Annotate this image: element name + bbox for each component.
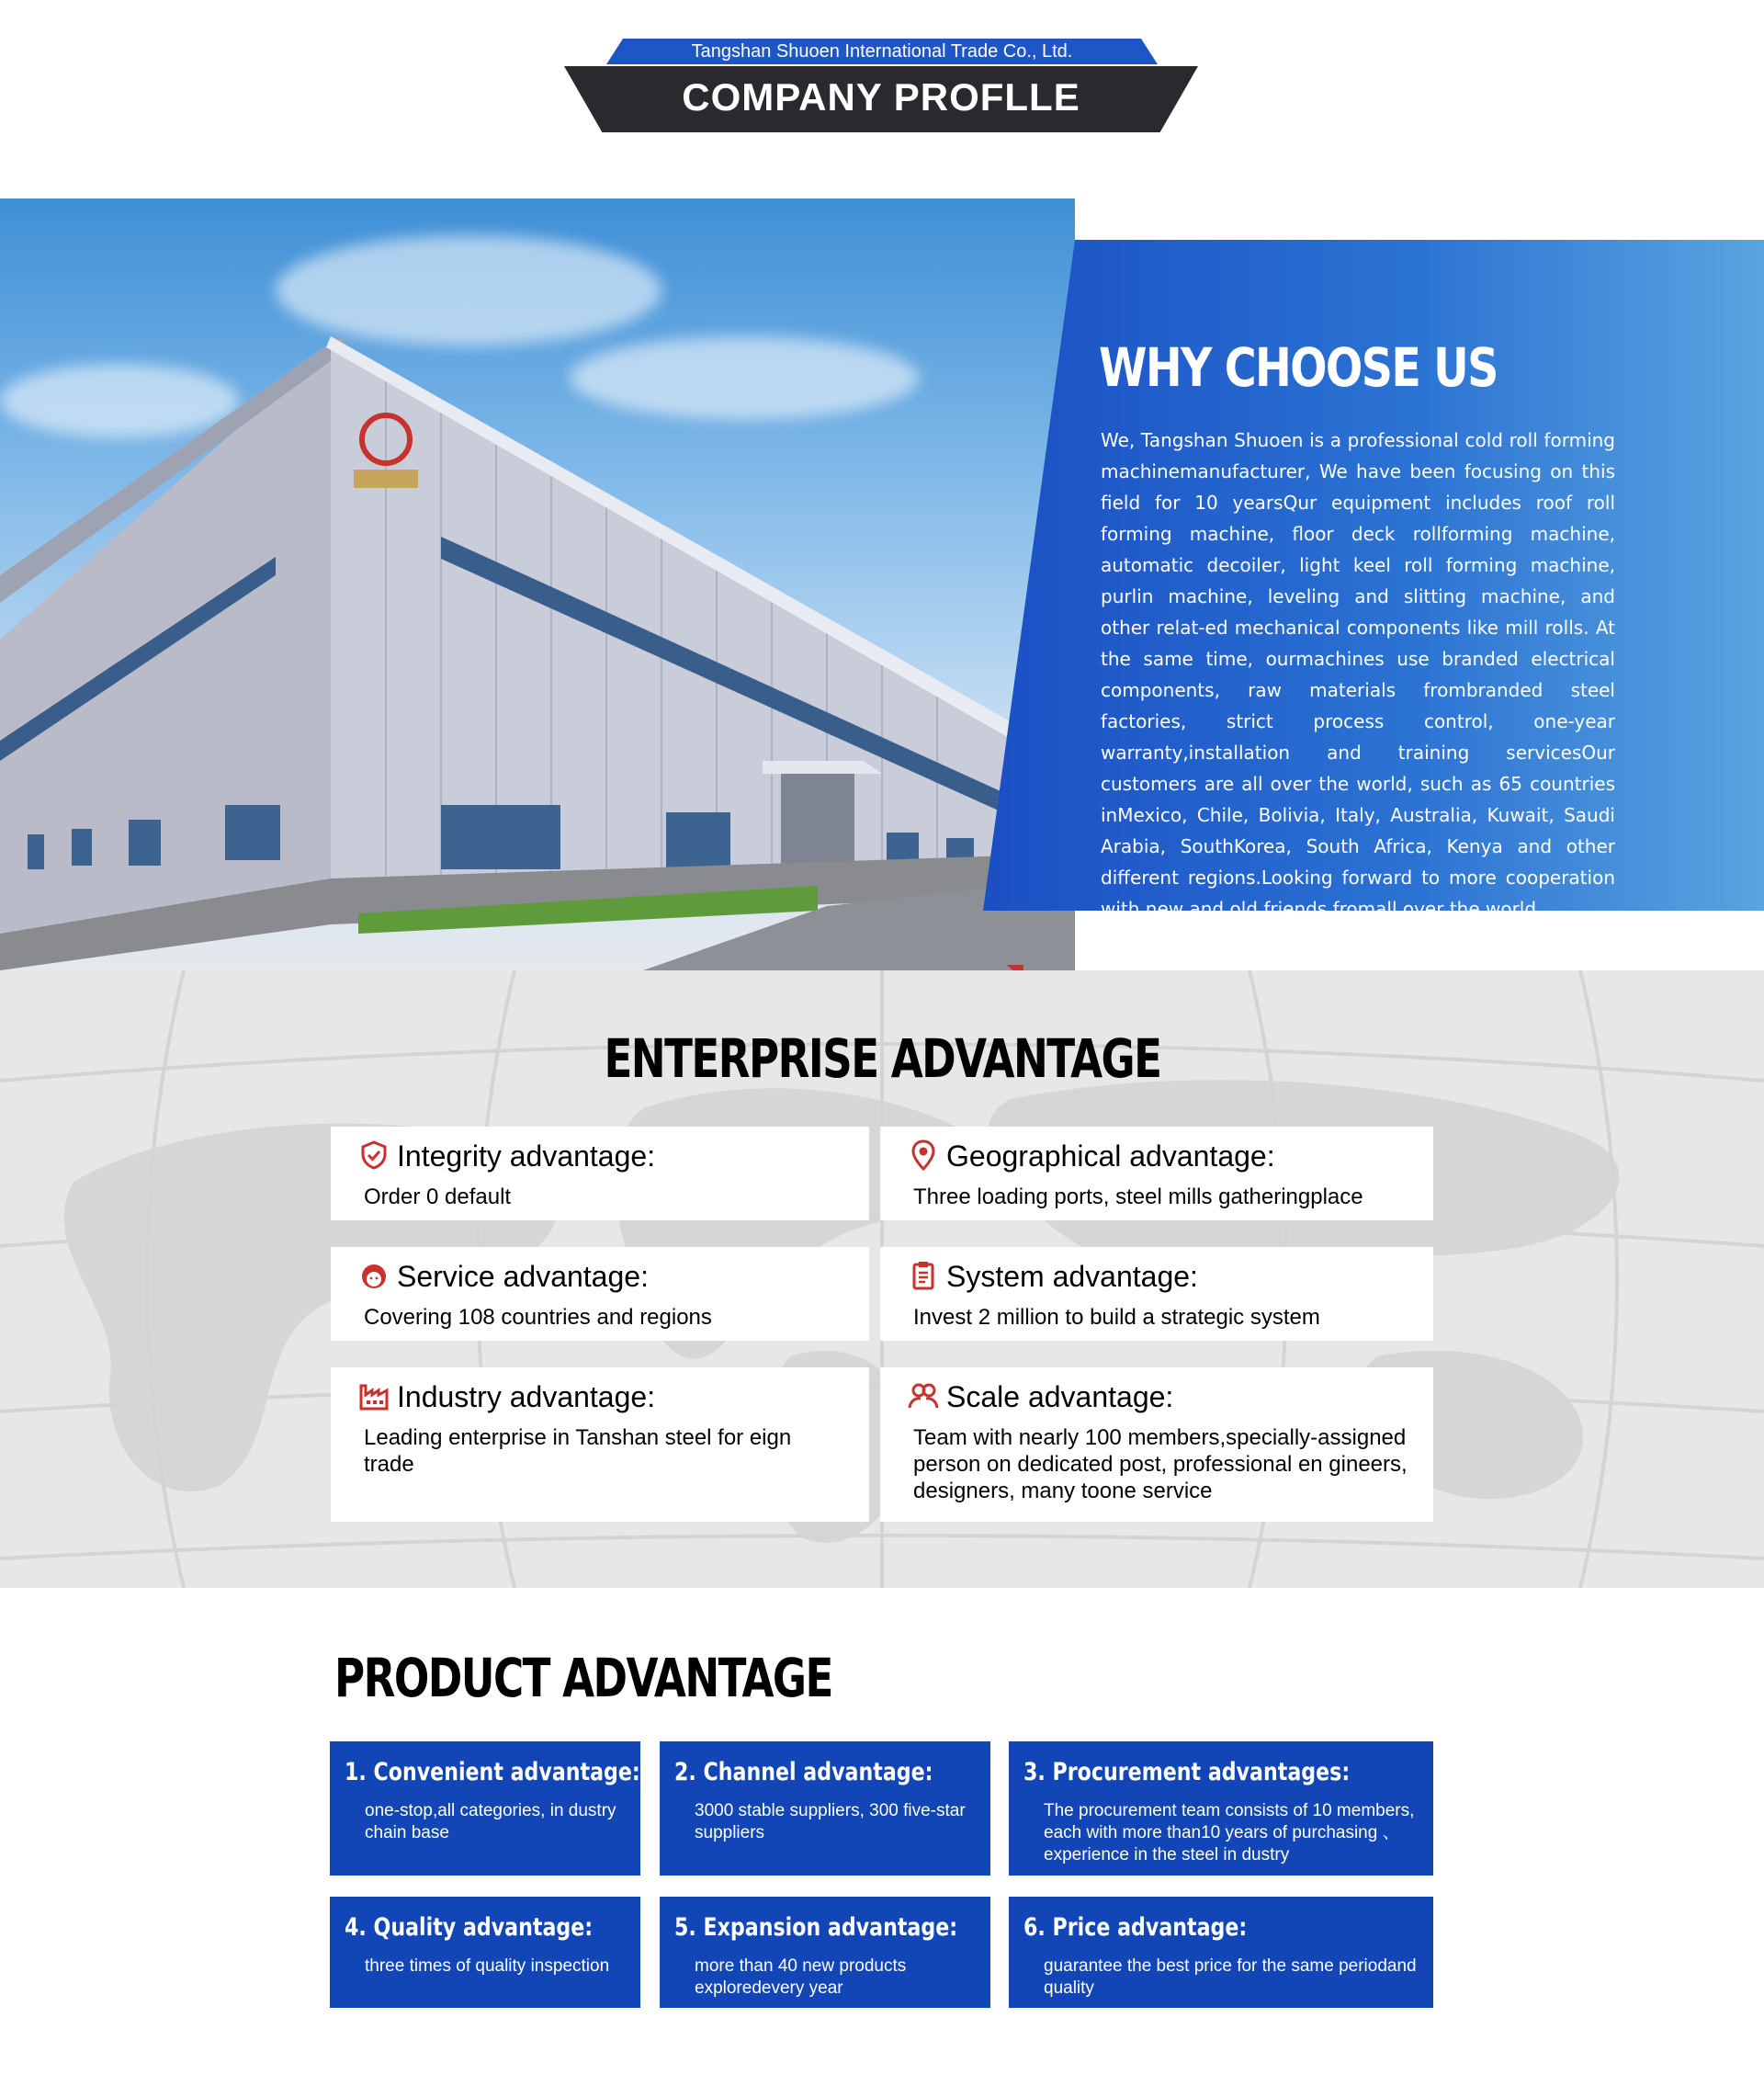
- advantage-desc: Three loading ports, steel mills gatheringplace: [913, 1185, 1363, 1209]
- product-card-title: 2. Channel advantage:: [674, 1758, 933, 1786]
- advantage-title: Service advantage:: [397, 1260, 649, 1293]
- product-card-title: 3. Procurement advantages:: [1023, 1758, 1351, 1786]
- product-card-desc: three times of quality inspection: [365, 1956, 610, 1976]
- advantage-desc: Team with nearly 100 members,specially-assigned person on dedicated post, professional en gineers, designers, many toone service: [913, 1425, 1408, 1503]
- product-card-desc: one-stop,all categories, in dustry chain base: [365, 1801, 616, 1842]
- why-choose-us-title: WHY CHOOSE US: [1099, 336, 1498, 399]
- advantage-card-system: [880, 1247, 1433, 1341]
- advantage-card-industry: [331, 1367, 869, 1522]
- advantage-card-service: [331, 1247, 869, 1341]
- product-card-desc: 3000 stable suppliers, 300 five-star suppliers: [695, 1801, 966, 1842]
- advantage-title: Industry advantage:: [397, 1380, 656, 1413]
- location-pin-icon: [908, 1139, 939, 1171]
- product-card-title: 5. Expansion advantage:: [674, 1913, 958, 1942]
- advantage-desc: Invest 2 million to build a strategic system: [913, 1305, 1320, 1330]
- product-card-expansion: [660, 1897, 990, 2008]
- enterprise-advantage-title: ENTERPRISE ADVANTAGE: [603, 1027, 1161, 1090]
- advantage-desc: Order 0 default: [364, 1185, 512, 1209]
- service-person-icon: [358, 1260, 390, 1291]
- product-card-title: 6. Price advantage:: [1023, 1913, 1248, 1942]
- clipboard-icon: [908, 1260, 939, 1291]
- advantage-title: Integrity advantage:: [397, 1139, 656, 1173]
- advantage-title: System advantage:: [946, 1260, 1198, 1293]
- company-name: Tangshan Shuoen International Trade Co., Ltd.: [691, 41, 1073, 62]
- shield-check-icon: [358, 1139, 390, 1171]
- advantage-card-integrity: [331, 1127, 869, 1220]
- product-card-channel: [660, 1741, 990, 1876]
- advantage-title: Scale advantage:: [946, 1380, 1174, 1413]
- advantage-desc: Leading enterprise in Tanshan steel for eign trade: [364, 1425, 792, 1477]
- advantage-card-scale: [880, 1367, 1433, 1522]
- product-card-desc: The procurement team consists of 10 members, each with more than10 years of purchasing 、 experience in the steel in dustry: [1044, 1801, 1415, 1865]
- product-card-convenient: [330, 1741, 640, 1876]
- factory-icon: [358, 1380, 390, 1411]
- why-choose-us-text: We, Tangshan Shuoen is a professional cold roll forming machinemanufacturer, We have been focusing on this field for 10 yearsQur equipment includes roof roll forming machine, floor deck rollforming machine, automatic decoiler, light keel roll forming machine, purlin machine, leveling and slitting machine, and other relat-ed mechanical components like mill rolls. At the same time, ourmachines use branded electrical components, raw materials frombranded steel factories, strict process control, one-year warranty,installation and training servicesOur customers are all over the world, such as 65 countries inMexico, Chile, Bolivia, Italy, Australia, Kuwait, Saudi Arabia, SouthKorea, South Africa, Kenya and other different regions.Looking forward to more cooperation with new and old friends fromall over the world.: [1101, 429, 1615, 920]
- product-card-title: 4. Quality advantage:: [345, 1913, 594, 1942]
- team-icon: [908, 1380, 939, 1411]
- advantage-desc: Covering 108 countries and regions: [364, 1305, 712, 1330]
- product-card-desc: guarantee the best price for the same periodand quality: [1044, 1956, 1417, 1998]
- advantage-card-geographical: [880, 1127, 1433, 1220]
- factory-building-image: [0, 198, 1075, 970]
- product-card-title: 1. Convenient advantage:: [345, 1758, 640, 1786]
- product-card-procurement: [1009, 1741, 1433, 1876]
- page-title: COMPANY PROFLLE: [682, 75, 1080, 119]
- product-advantage-title: PRODUCT ADVANTAGE: [334, 1647, 832, 1709]
- page-header: [0, 0, 1764, 147]
- product-card-quality: [330, 1897, 640, 2008]
- advantage-title: Geographical advantage:: [946, 1139, 1275, 1173]
- product-card-desc: more than 40 new products exploredevery year: [695, 1956, 907, 1998]
- product-card-price: [1009, 1897, 1433, 2008]
